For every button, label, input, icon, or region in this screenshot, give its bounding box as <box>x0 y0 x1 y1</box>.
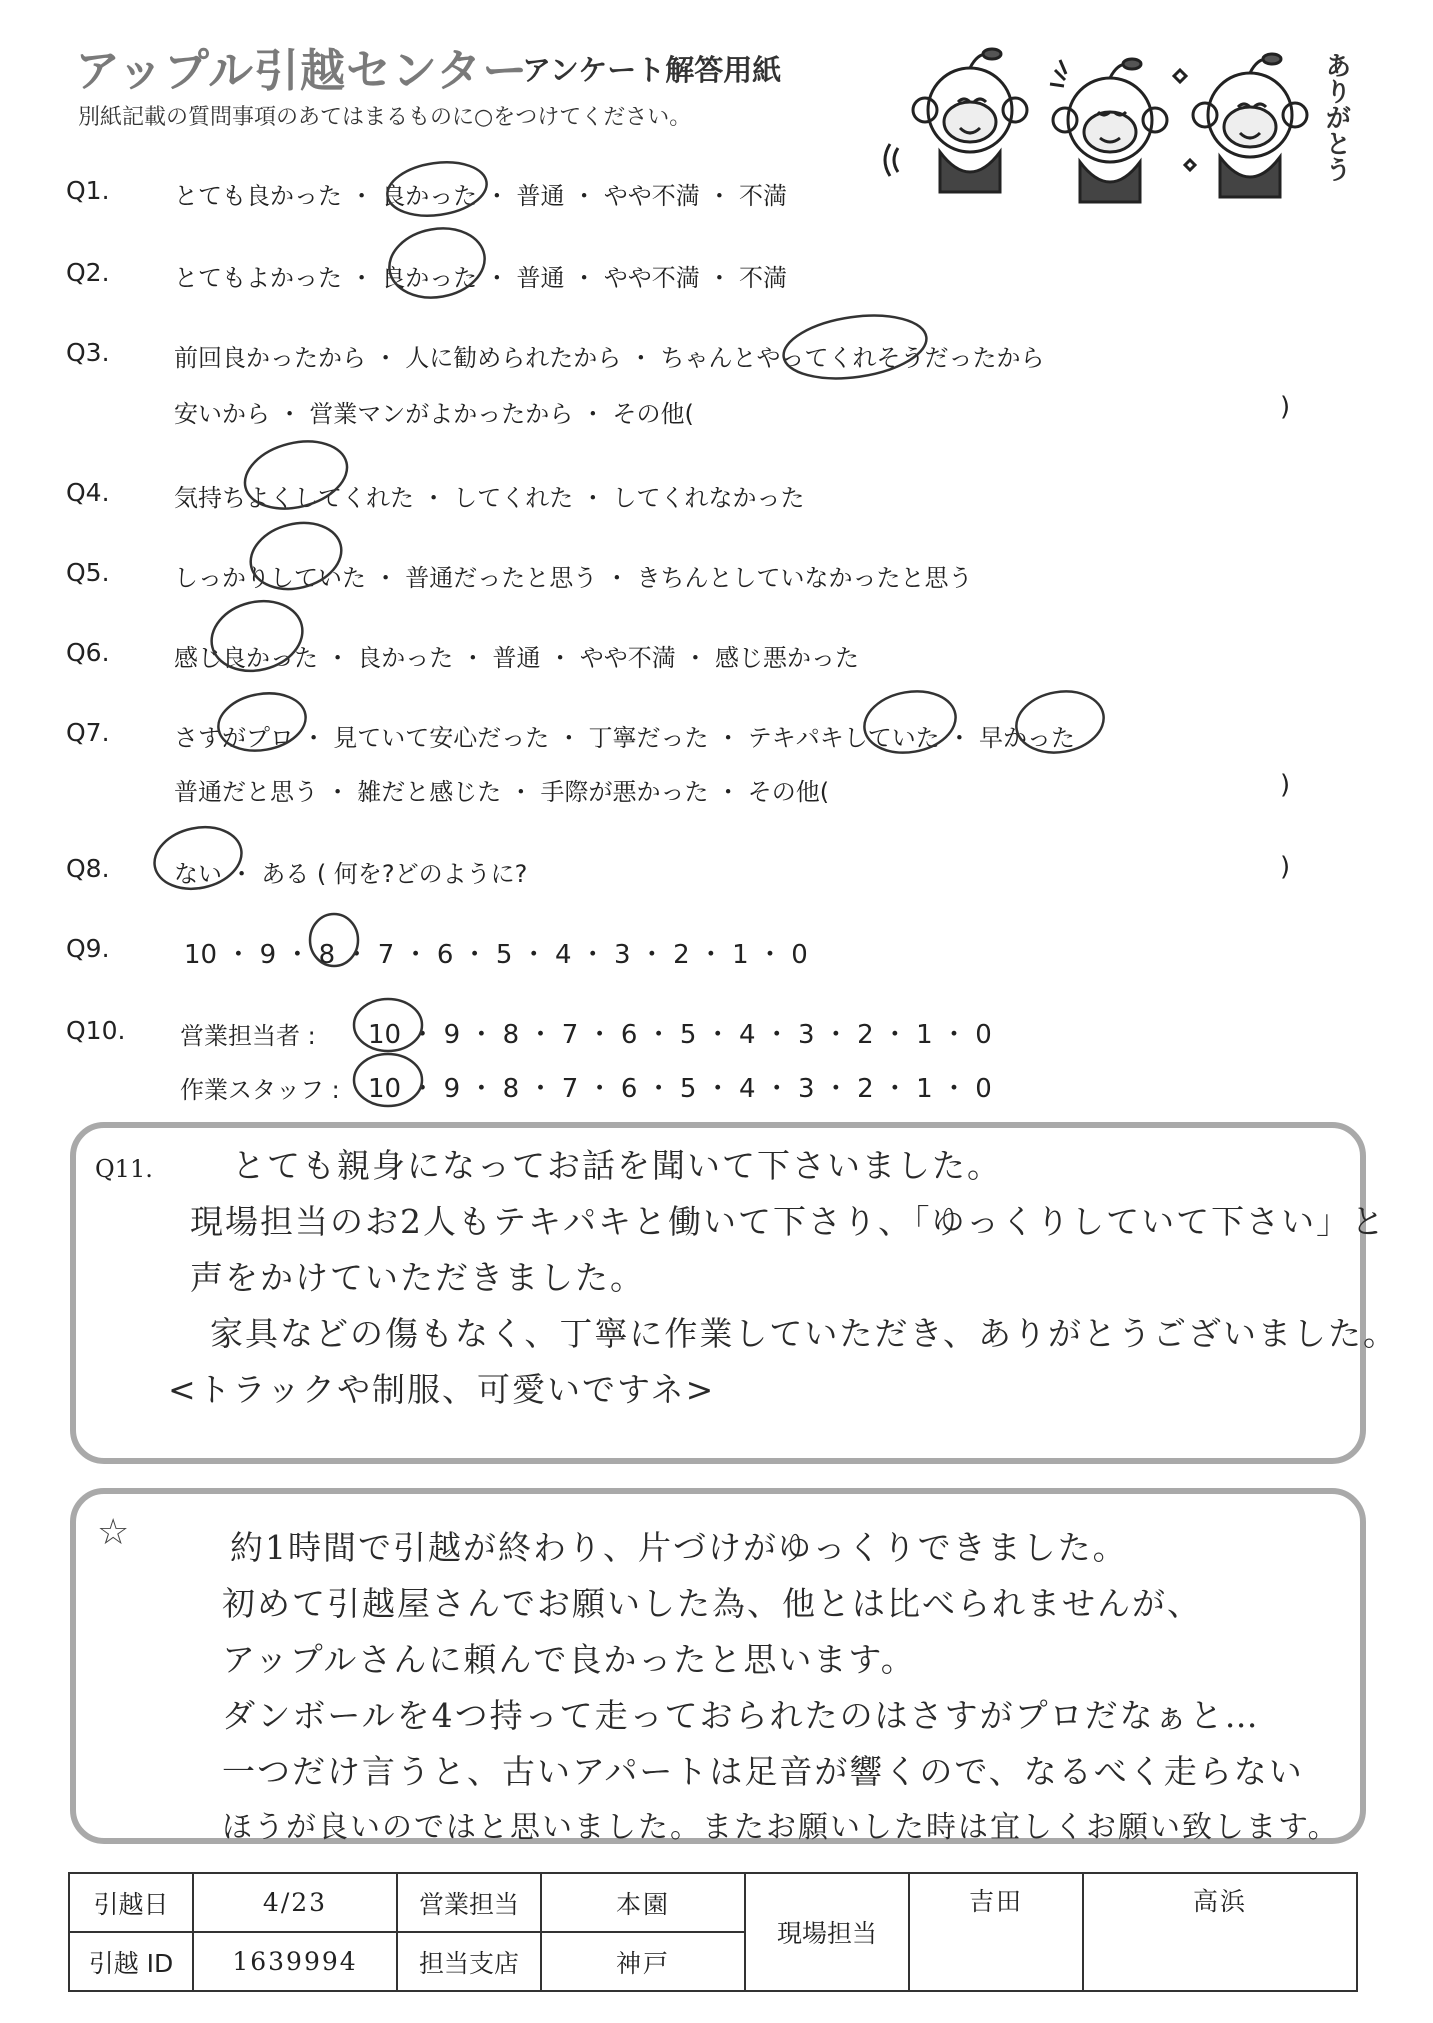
q3-options-line2: 安いから ・ 営業マンがよかったから ・ その他( <box>174 400 694 428</box>
q10-staff-scale: 10 ・ 9 ・ 8 ・ 7 ・ 6 ・ 5 ・ 4 ・ 3 ・ 2 ・ 1 ・ 0 <box>368 1074 992 1104</box>
company-title: アップル引越センター <box>75 44 529 97</box>
q10-sales-label: 営業担当者 : <box>180 1022 316 1050</box>
q11-line-3: 声をかけていただきました。 <box>190 1258 645 1297</box>
thanks-text: ありがとう <box>1321 52 1351 182</box>
star-icon: ☆ <box>97 1512 130 1553</box>
q7-close-paren: ) <box>1280 770 1291 800</box>
q4-number: Q4. <box>66 478 110 507</box>
q8-number: Q8. <box>66 854 110 883</box>
q5-options: しっかりしていた ・ 普通だったと思う ・ きちんとしていなかったと思う <box>174 564 973 592</box>
sales-rep-value: 本園 <box>541 1873 745 1932</box>
q10-sales-scale: 10 ・ 9 ・ 8 ・ 7 ・ 6 ・ 5 ・ 4 ・ 3 ・ 2 ・ 1 ・ 0 <box>368 1020 992 1050</box>
move-info-table <box>68 1872 1358 1992</box>
field-staff-1: 吉田 <box>909 1873 1083 1991</box>
move-date-label: 引越日 <box>69 1873 193 1932</box>
form-subtitle: アンケート解答用紙 <box>522 53 782 87</box>
q2-number: Q2. <box>66 258 110 287</box>
field-staff-2: 高浜 <box>1083 1873 1357 1991</box>
field-staff-label: 現場担当 <box>745 1873 909 1991</box>
q7-options-line2: 普通だと思う ・ 雑だと感じた ・ 手際が悪かった ・ その他( <box>174 778 830 806</box>
q9-number: Q9. <box>66 934 110 963</box>
star-line-5: 一つだけ言うと、古いアパートは足音が響くので、なるべく走らない <box>222 1752 1304 1791</box>
star-line-1: 約1時間で引越が終わり、片づけがゆっくりできました。 <box>230 1528 1128 1567</box>
q3-close-paren: ) <box>1280 392 1291 422</box>
star-line-2: 初めて引越屋さんでお願いした為、他とは比べられませんが、 <box>222 1584 1202 1623</box>
star-line-3: アップルさんに頼んで良かったと思います。 <box>222 1640 916 1679</box>
monkey-mascots-illustration <box>880 40 1340 220</box>
q7-options-line1: さすがプロ ・ 見ていて安心だった ・ 丁寧だった ・ テキパキしていた ・ 早かった <box>174 724 1076 752</box>
q11-line-4: 家具などの傷もなく、丁寧に作業していただき、ありがとうございました。 <box>210 1314 1399 1353</box>
q6-number: Q6. <box>66 638 110 667</box>
branch-label: 担当支店 <box>397 1932 541 1991</box>
q2-options: とてもよかった ・ 良かった ・ 普通 ・ やや不満 ・ 不満 <box>174 264 788 292</box>
move-id-value: 1639994 <box>193 1932 397 1991</box>
q8-options: ない ・ ある ( 何を?どのように? <box>174 860 528 888</box>
star-line-4: ダンボールを4つ持って走っておられたのはさすがプロだなぁと… <box>222 1696 1260 1735</box>
q3-number: Q3. <box>66 338 110 367</box>
q1-options: とても良かった ・ 良かった ・ 普通 ・ やや不満 ・ 不満 <box>174 182 788 210</box>
move-date-value: 4/23 <box>193 1873 397 1932</box>
q11-line-2: 現場担当のお2人もテキパキと働いて下さり、「ゆっくりしていて下さい」と <box>190 1202 1387 1241</box>
branch-value: 神戸 <box>541 1932 745 1991</box>
q7-number: Q7. <box>66 718 110 747</box>
move-id-label: 引越 ID <box>69 1932 193 1991</box>
q1-number: Q1. <box>66 176 110 205</box>
instruction-text: 別紙記載の質問事項のあてはまるものに○をつけてください。 <box>78 105 692 130</box>
sales-rep-label: 営業担当 <box>397 1873 541 1932</box>
q10-staff-label: 作業スタッフ : <box>180 1076 340 1104</box>
q9-scale: 10 ・ 9 ・ 8 ・ 7 ・ 6 ・ 5 ・ 4 ・ 3 ・ 2 ・ 1 ・ 0 <box>184 940 808 970</box>
q3-options-line1: 前回良かったから ・ 人に勧められたから ・ ちゃんとやってくれそうだったから <box>174 344 1045 372</box>
q5-number: Q5. <box>66 558 110 587</box>
q8-close-paren: ) <box>1280 852 1291 882</box>
q11-line-5: <トラックや制服、可愛いですネ> <box>168 1370 716 1409</box>
star-line-6: ほうが良いのではと思いました。またお願いした時は宜しくお願い致します。 <box>222 1810 1340 1845</box>
q10-number: Q10. <box>66 1016 126 1045</box>
q11-line-1: とても親身になってお話を聞いて下さいました。 <box>232 1146 1002 1185</box>
q11-label: Q11. <box>95 1155 153 1183</box>
q4-options: 気持ちよくしてくれた ・ してくれた ・ してくれなかった <box>174 484 805 512</box>
q6-options: 感じ良かった ・ 良かった ・ 普通 ・ やや不満 ・ 感じ悪かった <box>174 644 860 672</box>
